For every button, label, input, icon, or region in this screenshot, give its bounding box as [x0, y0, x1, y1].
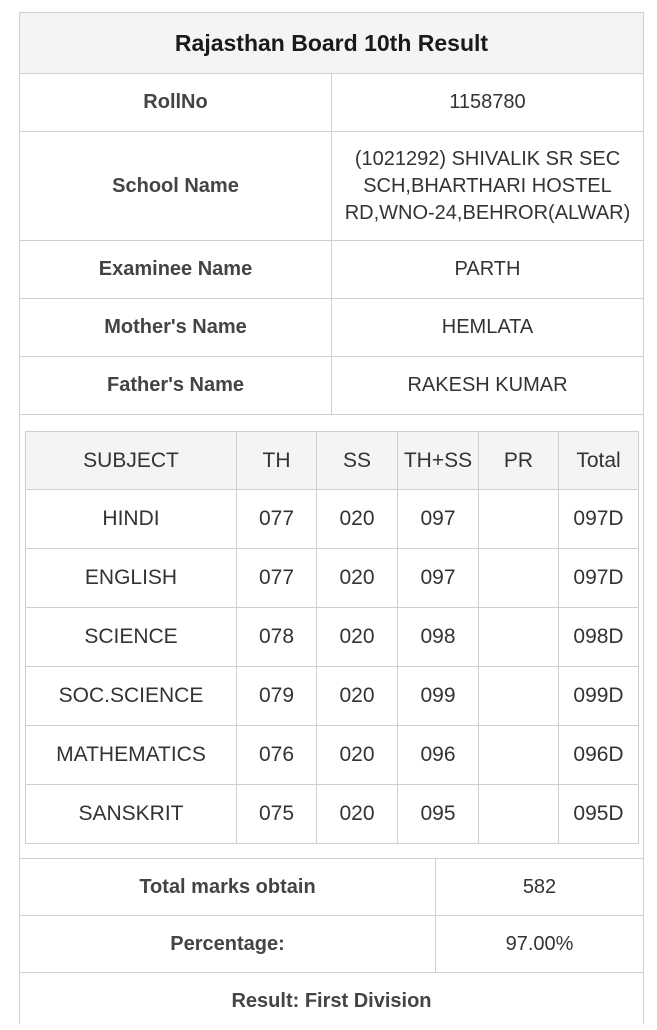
table-row: [26, 667, 639, 726]
table-row: [26, 726, 639, 785]
total-cell: 095D: [559, 785, 639, 844]
result-card: [19, 12, 644, 1024]
marks-section: [20, 415, 643, 859]
table-row: [26, 608, 639, 667]
th-ss-cell: 097: [398, 490, 479, 549]
info-row-father: [20, 357, 643, 415]
th-cell: 076: [237, 726, 317, 785]
pr-cell: [479, 667, 559, 726]
subject-cell: MATHEMATICS: [26, 726, 237, 785]
info-row-rollno: [20, 74, 643, 132]
marks-header-row: [26, 432, 639, 490]
table-row: [26, 490, 639, 549]
header-total: Total: [559, 432, 639, 490]
ss-cell: 020: [317, 785, 398, 844]
father-label: Father's Name: [20, 357, 332, 414]
school-label: School Name: [20, 132, 332, 240]
th-ss-cell: 098: [398, 608, 479, 667]
subject-cell: HINDI: [26, 490, 237, 549]
percentage-label: Percentage:: [20, 916, 436, 972]
th-ss-cell: 095: [398, 785, 479, 844]
total-cell: 096D: [559, 726, 639, 785]
total-cell: 098D: [559, 608, 639, 667]
total-marks-row: [20, 859, 643, 916]
pr-cell: [479, 785, 559, 844]
info-row-examinee: [20, 241, 643, 299]
info-row-mother: [20, 299, 643, 357]
pr-cell: [479, 726, 559, 785]
pr-cell: [479, 608, 559, 667]
ss-cell: 020: [317, 608, 398, 667]
school-value: (1021292) SHIVALIK SR SEC SCH,BHARTHARI HOSTEL RD,WNO-24,BEHROR(ALWAR): [344, 147, 631, 224]
page-title: Rajasthan Board 10th Result: [20, 13, 643, 74]
subject-cell: SOC.SCIENCE: [26, 667, 237, 726]
percentage-value: 97.00%: [505, 932, 574, 955]
header-th-ss: TH+SS: [398, 432, 479, 490]
total-cell: 097D: [559, 490, 639, 549]
total-cell: 097D: [559, 549, 639, 608]
ss-cell: 020: [317, 667, 398, 726]
pr-cell: [479, 549, 559, 608]
mother-value: HEMLATA: [441, 316, 534, 338]
ss-cell: 020: [317, 549, 398, 608]
rollno-value: 1158780: [449, 91, 526, 113]
header-ss: SS: [317, 432, 398, 490]
th-cell: 077: [237, 549, 317, 608]
subject-cell: ENGLISH: [26, 549, 237, 608]
header-th: TH: [237, 432, 317, 490]
table-row: [26, 785, 639, 844]
ss-cell: 020: [317, 490, 398, 549]
subject-cell: SCIENCE: [26, 608, 237, 667]
th-ss-cell: 097: [398, 549, 479, 608]
ss-cell: 020: [317, 726, 398, 785]
marks-table: [25, 431, 639, 844]
subject-cell: SANSKRIT: [26, 785, 237, 844]
th-ss-cell: 096: [398, 726, 479, 785]
total-marks-value: 582: [522, 875, 557, 898]
result-division: Result: First Division: [231, 990, 432, 1012]
th-cell: 078: [237, 608, 317, 667]
th-cell: 079: [237, 667, 317, 726]
header-subject: SUBJECT: [26, 432, 237, 490]
rollno-label: RollNo: [20, 74, 332, 131]
father-value: RAKESH KUMAR: [407, 374, 568, 396]
table-row: [26, 549, 639, 608]
th-cell: 075: [237, 785, 317, 844]
total-cell: 099D: [559, 667, 639, 726]
th-cell: 077: [237, 490, 317, 549]
pr-cell: [479, 490, 559, 549]
header-pr: PR: [479, 432, 559, 490]
mother-label: Mother's Name: [20, 299, 332, 356]
total-marks-label: Total marks obtain: [20, 859, 436, 915]
examinee-value: PARTH: [454, 258, 521, 280]
th-ss-cell: 099: [398, 667, 479, 726]
percentage-row: [20, 916, 643, 973]
info-row-school: [20, 132, 643, 241]
examinee-label: Examinee Name: [20, 241, 332, 298]
